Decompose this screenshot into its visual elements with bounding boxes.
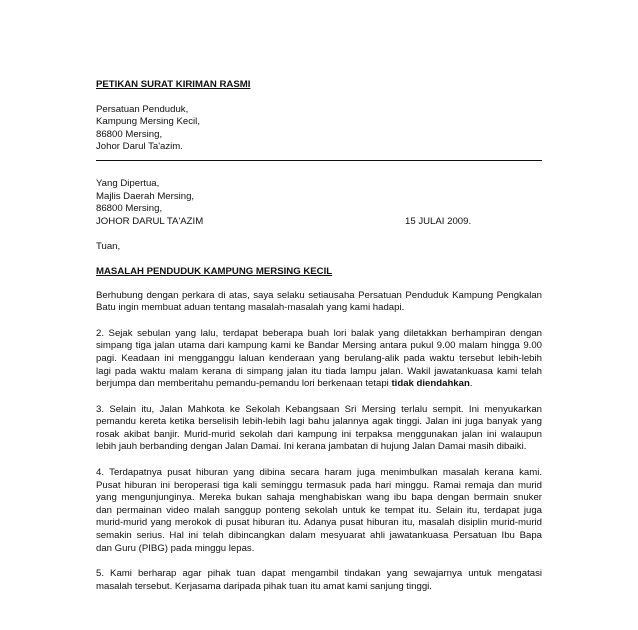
paragraph-2: [96, 328, 542, 391]
paragraph-text: .: [469, 378, 473, 390]
paragraph-line: murid-murid yang merokok di pusat hiburan itu. Adanya pusat hiburan itu, masalah disiplin murid-murid: [96, 517, 542, 529]
paragraph-intro: [96, 290, 542, 315]
paragraph-line: dan permainan video malah sanggup ponteng sekolah untuk ke tempat itu. Selain itu, terdapat juga: [96, 504, 542, 516]
paragraph-4: [96, 467, 542, 555]
recipient-line: 86800 Mersing,: [96, 203, 163, 215]
paragraph-line: pagi. Keadaan ini mengganggu laluan kenderaan yang berulang-alik pada waktu tersebut lebih-lebih: [96, 352, 542, 364]
paragraph-line: pemandu kereta ketika berselisih lebih-lebih lagi bahu jalannya agak tinggi. Jalan ini juga banyak yang: [96, 416, 542, 428]
recipient-line: JOHOR DARUL TA'AZIM: [96, 215, 204, 227]
paragraph-line: 4. Terdapatnya pusat hiburan yang dibina secara haram juga menimbulkan masalah kerana kami.: [96, 467, 542, 479]
paragraph-line: 5. Kami berharap agar pihak tuan dapat mengambil tindakan yang sewajarnya untuk mengatasi: [96, 568, 542, 580]
recipient-address: [96, 178, 542, 228]
paragraph-line: semakin serius. Hal ini telah dibincangkan dalam mesyuarat ahli jawatankuasa Persatuan Ibu Bapa: [96, 530, 542, 542]
paragraph-line: rosak akibat banjir. Murid-murid sekolah dari kampung ini terpaksa menggunakan jalan ini walaupun: [96, 428, 542, 440]
recipient-line: Yang Dipertua,: [96, 177, 160, 189]
paragraph-line: Pusat hiburan ini beroperasi tiga kali seminggu termasuk pada hari minggu. Ramai remaja dan murid: [96, 479, 542, 491]
paragraph-text: berjumpa dan memberitahu pemandu-pemandu lori berkenaan tetapi: [96, 378, 392, 390]
paragraph-line: [96, 378, 542, 391]
paragraph-3: [96, 404, 542, 454]
letter-body: [96, 79, 542, 593]
paragraph-line: 3. Selain itu, Jalan Mahkota ke Sekolah Kebangsaan Sri Mersing terlalu sempit. Ini menyukarkan: [96, 403, 542, 415]
paragraph-line: 2. Sejak sebulan yang lalu, terdapat beberapa buah lori balak yang diletakkan berhampiran dengan: [96, 327, 542, 339]
paragraph-line: Batu ingin membuat aduan tentang masalah-masalah yang kami hadapi.: [96, 302, 405, 314]
sender-line: 86800 Mersing,: [96, 128, 163, 140]
salutation: Tuan,: [96, 241, 121, 253]
document-title: PETIKAN SURAT KIRIMAN RASMI: [96, 79, 251, 90]
sender-line: Persatuan Penduduk,: [96, 103, 189, 115]
paragraph-line: yang mengunjunginya. Mereka bukan sahaja menghabiskan wang ibu bapa dengan bermain snuker: [96, 492, 542, 504]
sender-line: Kampung Mersing Kecil,: [96, 116, 200, 128]
emphasis-text: tidak diendahkan: [391, 378, 470, 390]
paragraph-line: simpang tiga jalan utama dari kampung kami ke Bandar Mersing antara pukul 9.00 malam hingga 9.00: [96, 340, 542, 352]
sender-address: [96, 104, 542, 154]
paragraph-line: Berhubung dengan perkara di atas, saya selaku setiausaha Persatuan Penduduk Kampung Pengkalan: [96, 289, 542, 301]
paragraph-line: masalah tersebut. Kerjasama daripada pihak tuan itu amat kami sanjung tinggi.: [96, 580, 432, 592]
letter-date: 15 JULAI 2009.: [405, 215, 472, 227]
paragraph-5: [96, 568, 542, 593]
paragraph-line: lagi pada waktu malam kerana di simpang jalan itu tiada lampu jalan. Wakil jawatankuasa kami telah: [96, 365, 542, 377]
paragraph-line: lebih jauh berbanding dengan Jalan Damai. Ini kerana jambatan di hujung Jalan Damai masih dibaiki.: [96, 441, 527, 453]
sender-line: Johor Darul Ta'azim.: [96, 141, 183, 153]
recipient-line: Majlis Daerah Mersing,: [96, 190, 195, 202]
paragraph-line: dan Guru (PIBG) pada minggu lepas.: [96, 542, 255, 554]
subject-heading: MASALAH PENDUDUK KAMPUNG MERSING KECIL: [96, 265, 333, 277]
